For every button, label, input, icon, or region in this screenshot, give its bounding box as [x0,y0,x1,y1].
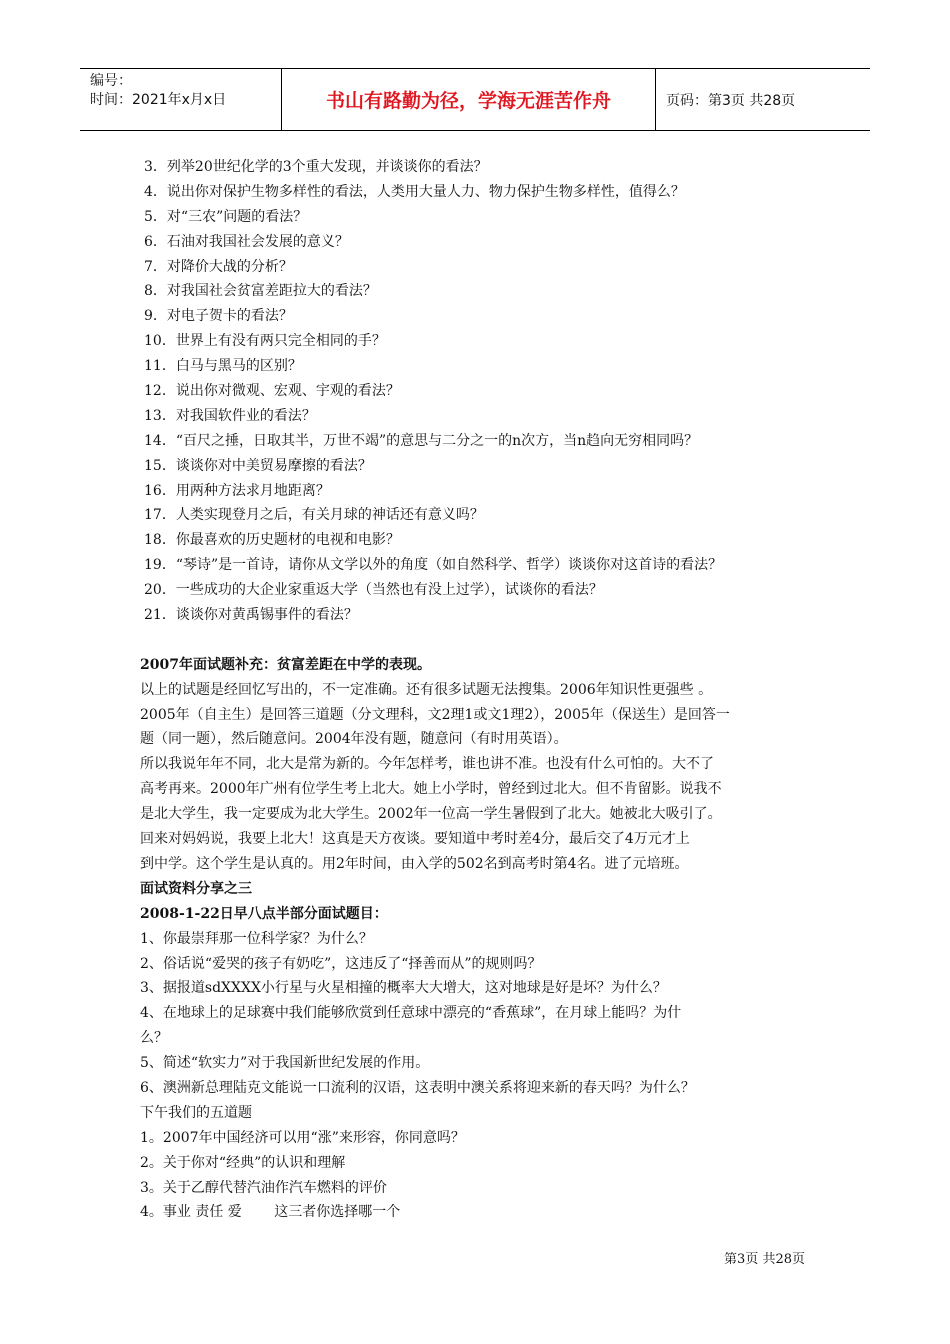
share-line: 3。关于乙醇代替汽油作汽车燃料的评价 [140,1179,387,1196]
paragraph-line: 所以我说年年不同，北大是常为新的。今年怎样考，谁也讲不准。也没有什么可怕的。大不了 [140,756,714,773]
paragraph-line: 回来对妈妈说，我要上北大！这真是天方夜谈。要知道中考时差4分，最后交了4万元才上 [140,831,690,848]
paragraph-line: 到中学。这个学生是认真的。用2年时间，由入学的502名到高考时第4名。进了元培班。 [140,855,689,872]
question-item: 3．列举20世纪化学的3个重大发现，并谈谈你的看法？ [144,159,488,175]
share-line: 4、在地球上的足球赛中我们能够欣赏到任意球中漂亮的“香蕉球”，在月球上能吗？为什 [140,1005,682,1022]
question-item: 18．你最喜欢的历史题材的电视和电影？ [144,532,400,549]
share-section [140,877,824,1225]
share-line: 么？ [140,1030,168,1047]
document-date: 时间：2021年x月x日 [90,92,227,108]
question-item: 14．“百尺之捶，日取其半，万世不竭”的意思与二分之一的n次方，当n趋向无穷相同吗？ [144,432,699,449]
paragraph-line: 以上的试题是经回忆写出的，不一定准确。还有很多试题无法搜集。2006年知识性更强些 。 [140,681,713,698]
question-list [144,155,824,628]
question-item: 10．世界上有没有两只完全相同的手？ [144,333,386,350]
share-line: 下午我们的五道题 [140,1104,252,1121]
paragraph-line: 题（同一题），然后随意问。2004年没有题，随意问（有时用英语）。 [140,731,568,748]
question-item: 21．谈谈你对黄禹锡事件的看法？ [144,607,358,624]
question-item: 20．一些成功的大企业家重返大学（当然也有没上过学），试谈你的看法？ [144,582,603,599]
share-line: 5、简述“软实力”对于我国新世纪发展的作用。 [140,1055,430,1072]
share-subheading: 2008-1-22日早八点半部分面试题目： [140,905,388,922]
paragraph-line: 是北大学生，我一定要成为北大学生。2002年一位高一学生暑假到了北大。她被北大吸引了。 [140,806,722,823]
page-header [80,68,870,131]
share-line: 2、俗话说“爱哭的孩子有奶吃”，这违反了“择善而从”的规则吗？ [140,955,542,972]
supplement-heading: 2007年面试题补充：贫富差距在中学的表现。 [140,656,431,673]
supplement-section [140,653,824,877]
question-item: 4．说出你对保护生物多样性的看法，人类用大量人力、物力保护生物多样性，值得么？ [144,183,685,200]
question-item: 16．用两种方法求月地距离？ [144,482,330,499]
question-item: 19．“琴诗”是一首诗，请你从文学以外的角度（如自然科学、哲学）谈谈你对这首诗的看法？ [144,557,723,574]
share-line: 6、澳洲新总理陆克文能说一口流利的汉语，这表明中澳关系将迎来新的春天吗？为什么？ [140,1079,695,1096]
header-motto: 书山有路勤为径，学海无涯苦作舟 [282,69,656,130]
paragraph-line: 2005年（自主生）是回答三道题（分文理科，文2理1或文1理2），2005年（保送生）是回答一 [140,706,730,723]
question-item: 7．对降价大战的分析？ [144,258,293,275]
question-item: 13．对我国软件业的看法？ [144,407,316,424]
question-item: 17．人类实现登月之后，有关月球的神话还有意义吗？ [144,507,484,524]
question-item: 11．白马与黑马的区别？ [144,358,302,375]
section-spacer [144,628,824,653]
share-line: 1、你最崇拜那一位科学家？为什么？ [140,930,373,947]
question-item: 9．对电子贺卡的看法？ [144,308,293,325]
page-footer: 第3页 共28页 [724,1252,805,1267]
question-item: 8．对我国社会贫富差距拉大的看法？ [144,283,377,300]
header-page-info: 页码：第3页 共28页 [666,92,796,109]
question-item: 12．说出你对微观、宏观、宇观的看法？ [144,383,400,400]
header-meta [80,69,282,130]
paragraph-line: 高考再来。2000年广州有位学生考上北大。她上小学时，曾经到过北大。但不肯留影。说我不 [140,781,722,798]
document-number-label: 编号： [90,73,132,89]
share-line: 4。事业 责任 爱 这三者你选择哪一个 [140,1204,401,1221]
question-item: 6．石油对我国社会发展的意义？ [144,233,349,250]
question-item: 15．谈谈你对中美贸易摩擦的看法？ [144,457,372,474]
share-line: 1。2007年中国经济可以用“涨”来形容，你同意吗？ [140,1129,465,1146]
question-item: 5．对“三农”问题的看法？ [144,208,308,225]
document-body [140,155,824,1225]
share-line: 3、据报道sdXXXX小行星与火星相撞的概率大大增大，这对地球是好是坏？为什么？ [140,980,667,997]
share-heading: 面试资料分享之三 [140,880,252,897]
share-line: 2。关于你对“经典”的认识和理解 [140,1154,346,1171]
